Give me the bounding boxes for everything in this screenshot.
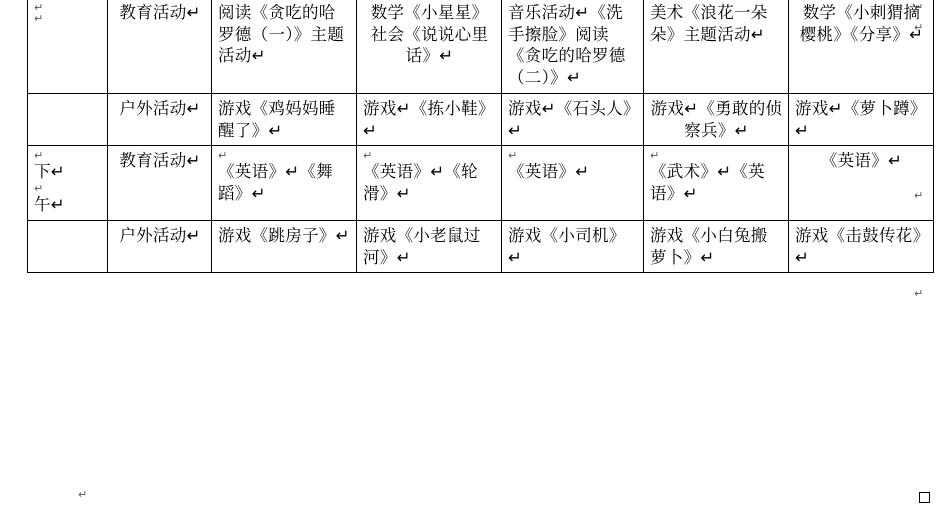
- table-row: [28, 146, 934, 221]
- paragraph-mark: [34, 183, 102, 194]
- cell-activity[interactable]: [644, 146, 789, 221]
- cell-text: 《英语》↵《轮滑》↵: [363, 162, 478, 204]
- cell-activity[interactable]: [644, 93, 789, 146]
- cell-activity[interactable]: [502, 146, 644, 221]
- cell-text: 游戏《击鼓传花》↵: [795, 225, 922, 267]
- document-end-handle[interactable]: [919, 492, 930, 503]
- period-label-line: 下↵: [34, 162, 65, 182]
- cell-activity[interactable]: [789, 93, 934, 146]
- cell-activity[interactable]: [212, 93, 357, 146]
- cell-activity[interactable]: [502, 93, 644, 146]
- schedule-table: [27, 0, 934, 273]
- cell-text: 美术《浪花一朵朵》主题活动↵: [650, 2, 768, 44]
- cell-category[interactable]: [108, 220, 212, 273]
- cell-text: 游戏《跳房子》↵: [218, 225, 350, 245]
- cell-text: 教育活动↵: [119, 2, 201, 22]
- cell-text: 《英语》↵: [820, 151, 903, 171]
- cell-activity[interactable]: [644, 220, 789, 273]
- cell-text: 《英语》↵《舞蹈》↵: [218, 162, 333, 204]
- cell-text: 游戏《小白兔搬萝卜》↵: [650, 225, 768, 267]
- paragraph-mark: [218, 150, 351, 161]
- cell-text: 阅读《贪吃的哈罗德（一）》主题活动↵: [218, 2, 345, 66]
- cell-activity[interactable]: [502, 0, 644, 93]
- cell-text: 游戏↵《石头人》↵: [508, 98, 632, 140]
- paragraph-mark: [34, 13, 102, 24]
- cell-category[interactable]: [108, 93, 212, 146]
- cell-text: 游戏↵《萝卜蹲》↵: [795, 98, 927, 140]
- cell-category[interactable]: [108, 0, 212, 93]
- footer-paragraph-mark: [78, 489, 87, 500]
- paragraph-mark: [508, 150, 638, 161]
- cell-text: 游戏↵《拣小鞋》↵: [363, 98, 495, 140]
- cell-activity[interactable]: [502, 220, 644, 273]
- cell-activity[interactable]: [357, 146, 502, 221]
- paragraph-mark: [914, 2, 923, 13]
- cell-activity[interactable]: [789, 146, 934, 221]
- cell-text: 游戏《鸡妈妈睡醒了》↵: [218, 98, 336, 140]
- cell-period-label[interactable]: [28, 0, 108, 93]
- paragraph-mark: [914, 190, 923, 201]
- table-row: [28, 0, 934, 93]
- cell-text: 游戏《小司机》↵: [508, 225, 626, 267]
- paragraph-mark: [34, 2, 102, 13]
- paragraph-mark: [914, 288, 923, 299]
- paragraph-mark: [914, 22, 923, 33]
- cell-text: 教育活动↵: [119, 151, 201, 171]
- cell-activity[interactable]: [644, 0, 789, 93]
- cell-text: 数学《小星星》社会《说说心里话》↵: [370, 2, 489, 66]
- cell-activity[interactable]: [212, 146, 357, 221]
- cell-text: 《武术》↵《英语》↵: [650, 162, 765, 204]
- cell-text: 户外活动↵: [119, 98, 201, 118]
- cell-period-label[interactable]: [28, 93, 108, 146]
- cell-text: 数学《小刺猬摘樱桃》《分享》↵: [799, 2, 924, 44]
- cell-text: 音乐活动↵《洗手擦脸》阅读《贪吃的哈罗德（二）》↵: [508, 2, 626, 88]
- cell-text: 游戏《小老鼠过河》↵: [363, 225, 481, 267]
- paragraph-mark: [363, 150, 496, 161]
- table-row: [28, 93, 934, 146]
- cell-activity[interactable]: [357, 0, 502, 93]
- paragraph-mark: [650, 150, 783, 161]
- paragraph-mark: [34, 150, 102, 161]
- cell-period-label[interactable]: [28, 220, 108, 273]
- table-row: [28, 220, 934, 273]
- cell-activity[interactable]: [212, 0, 357, 93]
- cell-text: 户外活动↵: [119, 225, 201, 245]
- cell-activity[interactable]: [789, 0, 934, 93]
- cell-category[interactable]: [108, 146, 212, 221]
- cell-activity[interactable]: [789, 220, 934, 273]
- cell-period-label-afternoon[interactable]: [28, 146, 108, 221]
- cell-text: 游戏↵《勇敢的侦察兵》↵: [650, 98, 783, 140]
- cell-activity[interactable]: [357, 220, 502, 273]
- cell-activity[interactable]: [357, 93, 502, 146]
- cell-text: 《英语》↵: [508, 162, 590, 182]
- period-label-line: 午↵: [34, 195, 65, 215]
- cell-activity[interactable]: [212, 220, 357, 273]
